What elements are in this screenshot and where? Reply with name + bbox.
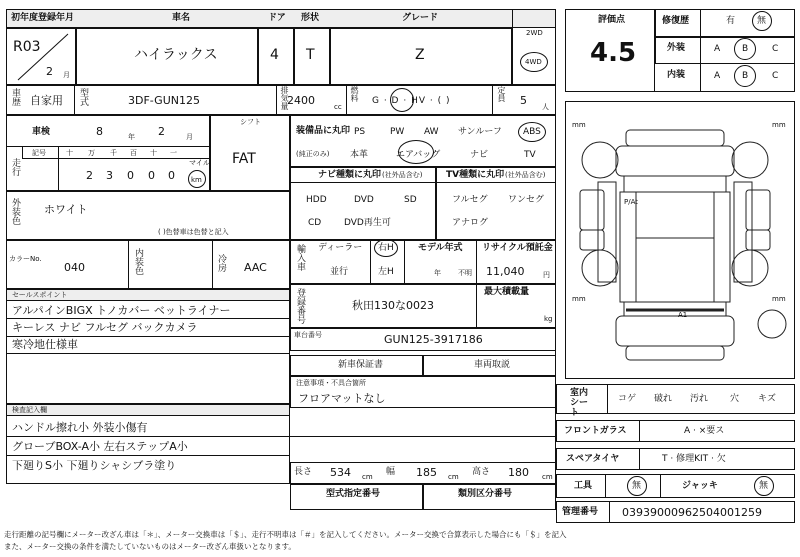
mileage-h6: 一 [170,149,177,157]
repair-label: 修復歴 [662,16,690,26]
reg-div [476,284,477,328]
repair-none: 無 [757,16,767,26]
use-value: 自家用 [30,94,63,107]
tv-sub: (社外品含む) [505,171,546,179]
shaken-label: 車検 [32,127,51,137]
navi-dvdplay: DVD再生可 [344,218,391,228]
height-unit: cm [542,473,553,481]
airbag-circle [398,140,434,164]
equip-abs: ABS [523,127,541,137]
seat-dirt: 汚れ [690,394,709,404]
tools-div [660,474,661,498]
exterior-a: A [714,44,721,54]
repair-yes: 有 [726,16,736,26]
navi-cd: CD [308,218,322,228]
seat-tear: 破れ [654,394,673,404]
interior-color-label: 内装色 [133,248,143,275]
fuel-label: 燃料 [350,86,359,102]
seat-burn: コゲ [618,394,637,404]
shaken-year-unit: 年 [128,133,135,141]
mileage-h2: 万 [88,149,95,157]
model-year-label: モデル年式 [418,243,463,253]
shape-label: 形状 [301,13,320,23]
model-year-unknown: 不明 [458,269,472,277]
mile-col-div [58,146,59,191]
glass-value: A · ×要ス [684,426,725,436]
sales-label: セールスポイント [12,291,68,299]
tv-analog: アナログ [452,218,489,228]
mileage-h5: 十 [150,149,157,157]
color-label: 外装色 [10,198,20,225]
recycle-value: 11,040 [486,265,525,278]
car-diagram [560,108,790,374]
equip-aw: AW [424,127,439,137]
warranty-manual: 車両取説 [474,360,511,370]
recycle-yen: 円 [543,271,550,279]
colorno-div1 [128,240,129,289]
row2-div2 [276,85,277,115]
car-name-label: 車名 [172,13,191,23]
row2-div4 [492,85,493,115]
disp-value: 2400 [287,94,315,107]
inspector-header [6,404,290,416]
navi-hdd: HDD [306,195,327,205]
sales-line-1: アルパインBIGX トノカバー ベットライナー [12,304,231,317]
navi-dvd: DVD [354,195,374,205]
equip-leather: 本革 [350,150,369,160]
fuel-options: G · D · HV · ( ) [372,96,451,106]
width-unit: cm [448,473,459,481]
width-label: 幅 [386,467,396,477]
model-value: 3DF-GUN125 [128,94,200,107]
sales-line-3: 寒冷地仕様車 [12,338,78,351]
reg-value: 秋田130な0023 [352,299,434,312]
interior-b: B [742,71,749,81]
colorno-div2 [212,240,213,289]
pa-mark: P/At [624,198,638,206]
interior-a: A [714,71,721,81]
equip-pw: PW [390,127,405,137]
length-value: 534 [330,466,351,479]
height-label: 高さ [472,467,491,477]
interior-c: C [772,71,779,81]
door-value: 4 [270,47,279,63]
row2-div3 [346,85,347,115]
ac-value: AAC [244,261,267,274]
tv-fullseg: フルセグ [452,195,488,205]
shaken-year: 8 [96,125,103,138]
max-load-unit: kg [544,315,553,323]
import-dealer: ディーラー [318,243,363,253]
reg-label: 登録番号 [295,288,305,324]
manage-value: 0393900096250400125​9 [622,506,762,519]
first-reg-label: 初年度登録年月 [11,13,75,23]
insp-line2 [6,455,290,456]
mileage-label: 走行 [10,158,20,176]
import-div2 [404,240,405,284]
equip-sub: (純正のみ) [296,150,330,158]
import-left: 左H [378,267,394,277]
spare-label: スペアタイヤ [566,454,620,464]
reg-era: R03 [13,39,41,55]
tv-title: TV種類に丸印 [446,170,505,180]
mileage-h1: 十 [66,149,73,157]
jack-label: ジャッキ [682,481,718,491]
reg-month: 2 [46,65,53,78]
color-note: ( )色替車は色替と記入 [158,228,229,236]
import-parallel: 並行 [330,267,349,277]
sales-line1 [6,318,290,319]
tools-value: 無 [632,481,642,491]
color-value: ホワイト [44,203,88,216]
manage-label: 管理番号 [562,507,599,517]
insp-line1 [6,436,556,437]
length-unit: cm [362,473,373,481]
notes-label: 注意事項・不具合箇所 [296,379,366,387]
disp-unit: cc [334,103,342,111]
shift-label: シフト [240,118,261,126]
mileage-d2: 0 [127,169,134,182]
model-label: 型式 [78,88,88,106]
fuel-d-circle [390,88,414,112]
colorno-label: カラーNo. [9,255,42,263]
colorno-value: 040 [64,261,85,274]
capacity-value: 5 [520,94,527,107]
equip-ps: PS [354,127,366,137]
sales-line3 [6,353,290,354]
seat-scratch: キズ [758,394,776,404]
category-label: 類別区分番号 [458,489,513,499]
shift-value: FAT [232,151,256,167]
jack-value: 無 [759,481,769,491]
score-label: 評価点 [598,15,626,25]
score-value: 4.5 [590,38,637,68]
mileage-d1: 3 [106,169,113,182]
glass-label: フロントガラス [564,426,627,436]
navi-sd: SD [404,195,417,205]
max-load-label: 最大積載量 [484,287,530,297]
inspector-label: 検査記入欄 [12,406,47,414]
spare-value: T · 修理KIT · 欠 [662,454,726,464]
mileage-d0: 2 [86,169,93,182]
footer-line-1: 走行距離の記号欄にメーター改ざん車は「＊」、メーター交換車は「＄」、走行不明車は「＃」を記入してください。メーター交換で合算表示した場合にも「＄」を記入 [4,530,567,539]
mileage-h4: 百 [130,149,137,157]
model-year-unit: 年 [434,269,441,277]
mileage-km: km [191,176,202,184]
designated-label: 型式指定番号 [326,489,381,499]
recycle-label: リサイクル預託金 [482,243,553,253]
mm-br: mm [772,295,786,303]
inspector-line-3: 下廻りS小 下廻りシャシブラ塗り [12,459,177,472]
reg-month-unit: 月 [63,71,70,79]
ac-label: 冷房 [216,254,226,272]
interior-seat-label: 室内シート [570,388,589,418]
navi-title: ナビ種類に丸印 [318,170,382,180]
equip-tv: TV [524,150,536,160]
width-value: 185 [416,466,437,479]
import-right: 右H [378,243,394,253]
door-label: ドア [268,13,286,23]
interior-label: 内装 [667,70,686,80]
capacity-unit: 人 [542,103,549,111]
row2-div1 [74,85,75,115]
notes-value: フロアマットなし [298,392,386,405]
equip-navi: ナビ [470,150,489,160]
import-label: 輸入車 [295,244,305,271]
frame-value: GUN125-3917186 [384,333,483,346]
drive-4wd: 4WD [525,58,542,66]
capacity-label: 定員 [497,86,506,102]
sales-line2 [6,336,290,337]
a1-mark: A1 [678,311,688,319]
mm-tl: mm [572,121,586,129]
tv-oneseg: ワンセグ [508,195,545,205]
equip-sunroof: サンルーフ [458,127,502,137]
equip-airbag: エアバッグ [396,150,441,160]
drive-cell [512,9,556,85]
length-label: 長さ [294,467,313,477]
drive-2wd: 2WD [526,29,543,37]
mileage-h3: 千 [110,149,117,157]
sharyo-label: 車歴 [10,88,20,106]
mileage-d4: 0 [168,169,175,182]
mm-tr: mm [772,121,786,129]
exterior-label: 外装 [667,43,686,53]
sales-line-2: キーレス ナビ フルセグ バックカメラ [12,321,198,334]
tools-label: 工具 [574,481,593,491]
mileage-mile: マイル [189,159,210,167]
mileage-h0: 記号 [32,149,46,157]
import-div3 [476,240,477,284]
mileage-d3: 0 [148,169,155,182]
import-div1 [370,240,371,284]
navi-sub: (社外品含む) [382,171,423,179]
car-name: ハイラックス [134,47,218,63]
grade-label: グレード [402,13,439,23]
mm-bl: mm [572,295,586,303]
inspector-line-2: グローブBOX-A小 左右ステップA小 [12,440,188,453]
seat-hole: 穴 [730,394,740,404]
shape-value: T [306,47,315,63]
grade-value: Z [415,47,425,63]
frame-label: 車台番号 [294,331,322,339]
height-value: 180 [508,466,529,479]
exterior-c: C [772,44,779,54]
exterior-b: B [742,44,749,54]
warranty-new: 新車保証書 [338,360,384,370]
shaken-month-unit: 月 [186,133,193,141]
disp-label: 排気量 [280,86,289,110]
shaken-month: 2 [158,125,165,138]
footer-line-2: また、メーター交換の条件を満たしていないものはメーター改ざん車扱いとなります。 [4,542,296,551]
inspector-line-1: ハンドル擦れ小 外装小傷有 [12,421,148,434]
equip-label: 装備品に丸印 [296,126,351,136]
